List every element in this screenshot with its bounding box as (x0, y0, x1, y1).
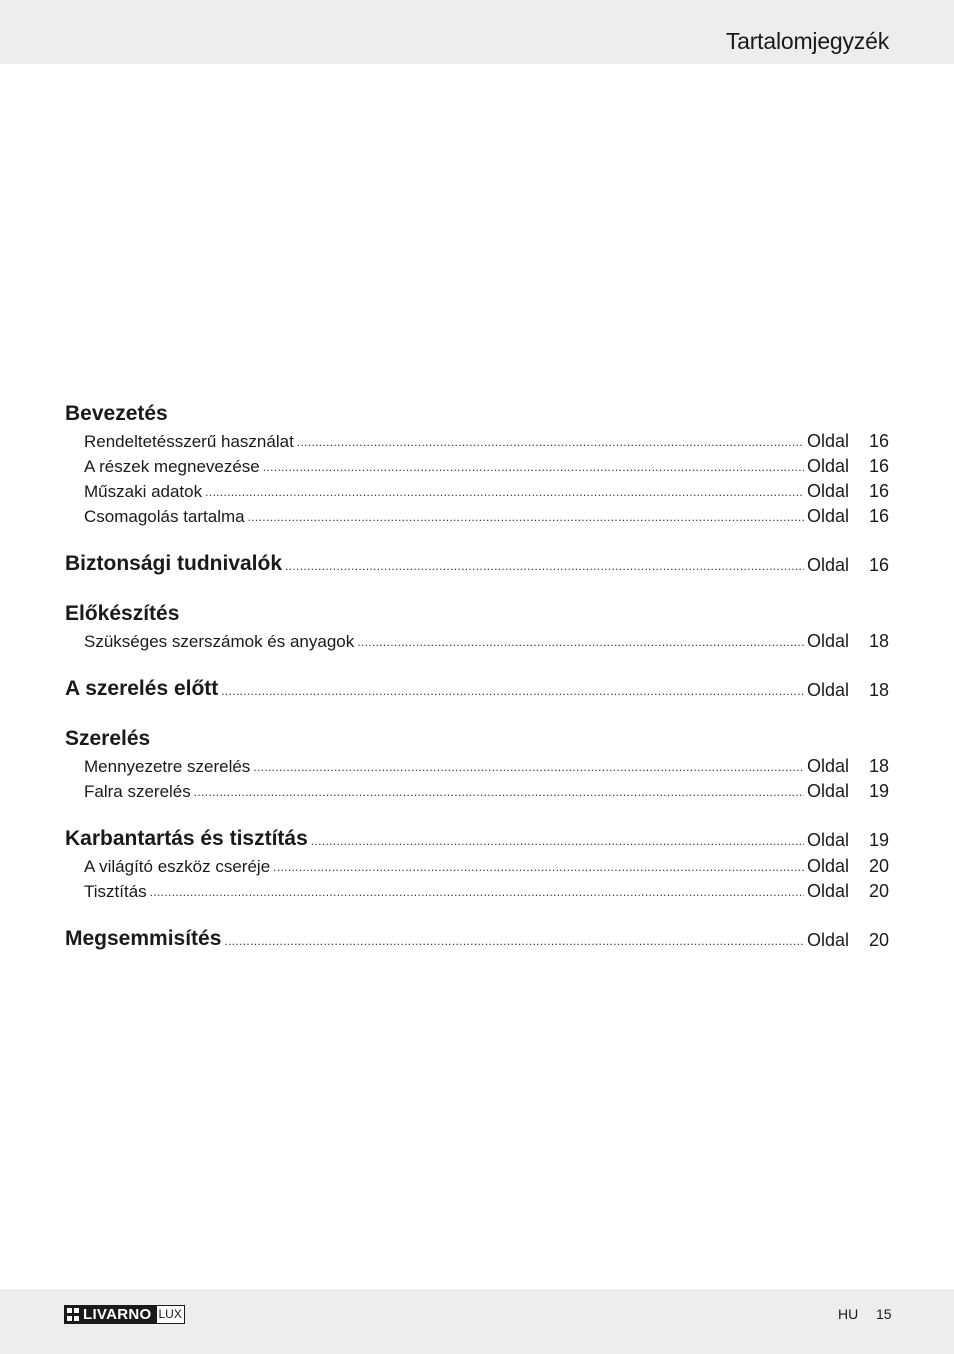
toc-entry-label: Műszaki adatok (84, 482, 203, 501)
toc-page-word: Oldal (807, 680, 850, 700)
toc-entry-row (65, 426, 889, 452)
toc-page-number: 16 (868, 456, 889, 476)
dot-leader (224, 935, 804, 947)
dot-leader (263, 461, 804, 473)
toc-entry-row (65, 751, 889, 777)
toc-entry-row (65, 776, 889, 802)
toc-page-word: Oldal (807, 881, 850, 901)
toc-entry-label: A világító eszköz cseréje (84, 857, 271, 876)
toc-page-word: Oldal (807, 456, 850, 476)
toc-section-row (65, 925, 889, 951)
toc-section-row (65, 675, 889, 701)
toc-entry-row (65, 476, 889, 502)
dot-leader (205, 486, 804, 498)
toc-page-word: Oldal (807, 481, 850, 501)
toc-entry-row (65, 501, 889, 527)
dot-leader (253, 761, 804, 773)
logo-text: LIVARNO (83, 1306, 152, 1323)
toc-page-word: Oldal (807, 830, 850, 850)
toc-entry-row (65, 451, 889, 477)
toc-page-number: 16 (868, 481, 889, 501)
toc-page-word: Oldal (807, 506, 850, 526)
toc-page-word: Oldal (807, 781, 850, 801)
brand-logo (64, 1305, 185, 1324)
toc-page-word: Oldal (807, 555, 850, 575)
toc-page-word: Oldal (807, 631, 850, 651)
toc-section-row (65, 600, 889, 626)
toc-section-row (65, 825, 889, 851)
toc-page-number: 18 (868, 756, 889, 776)
toc-page-number: 16 (868, 506, 889, 526)
toc-page-number: 19 (868, 781, 889, 801)
toc-page-number: 20 (868, 881, 889, 901)
toc-page-number: 20 (868, 930, 889, 950)
toc-entry-label: Rendeltetésszerű használat (84, 432, 294, 451)
toc-entry-row (65, 626, 889, 652)
dot-leader (150, 886, 804, 898)
toc-page-number: 18 (868, 631, 889, 651)
toc-entry-label: Szükséges szerszámok és anyagok (84, 632, 355, 651)
toc-entry-label: Tisztítás (84, 882, 147, 901)
dot-leader (248, 511, 804, 523)
page-number: 15 (876, 1306, 892, 1322)
toc-page-number: 16 (868, 555, 889, 575)
dot-leader (311, 835, 804, 847)
logo-squares-icon (67, 1308, 79, 1321)
toc-page-word: Oldal (807, 856, 850, 876)
language-code: HU (838, 1306, 859, 1322)
toc-section-label: A szerelés előtt (65, 677, 219, 700)
toc-section-label: Előkészítés (65, 602, 180, 625)
dot-leader (221, 685, 804, 697)
toc-entry-label: Csomagolás tartalma (84, 507, 245, 526)
toc-page-number: 18 (868, 680, 889, 700)
toc-section-row (65, 725, 889, 751)
toc-section-row (65, 400, 889, 426)
dot-leader (194, 786, 804, 798)
logo-sub-text: LUX (156, 1305, 185, 1324)
toc-entry-row (65, 876, 889, 902)
toc-page-number: 16 (868, 431, 889, 451)
toc-entry-label: A részek megnevezése (84, 457, 260, 476)
toc-section-label: Biztonsági tudnivalók (65, 552, 283, 575)
toc-section-label: Bevezetés (65, 402, 168, 425)
toc-page-word: Oldal (807, 431, 850, 451)
dot-leader (273, 861, 804, 873)
toc-page-number: 19 (868, 830, 889, 850)
toc-entry-row (65, 851, 889, 877)
toc-page-word: Oldal (807, 930, 850, 950)
toc-entry-label: Mennyezetre szerelés (84, 757, 251, 776)
toc-section-row (65, 550, 889, 576)
toc-page-word: Oldal (807, 756, 850, 776)
page-title: Tartalomjegyzék (725, 28, 889, 54)
dot-leader (297, 436, 804, 448)
toc-section-label: Szerelés (65, 727, 151, 750)
toc-section-label: Karbantartás és tisztítás (65, 827, 308, 850)
toc-page-number: 20 (868, 856, 889, 876)
toc-entry-label: Falra szerelés (84, 782, 191, 801)
dot-leader (357, 636, 804, 648)
dot-leader (285, 560, 804, 572)
toc-section-label: Megsemmisítés (65, 927, 222, 950)
